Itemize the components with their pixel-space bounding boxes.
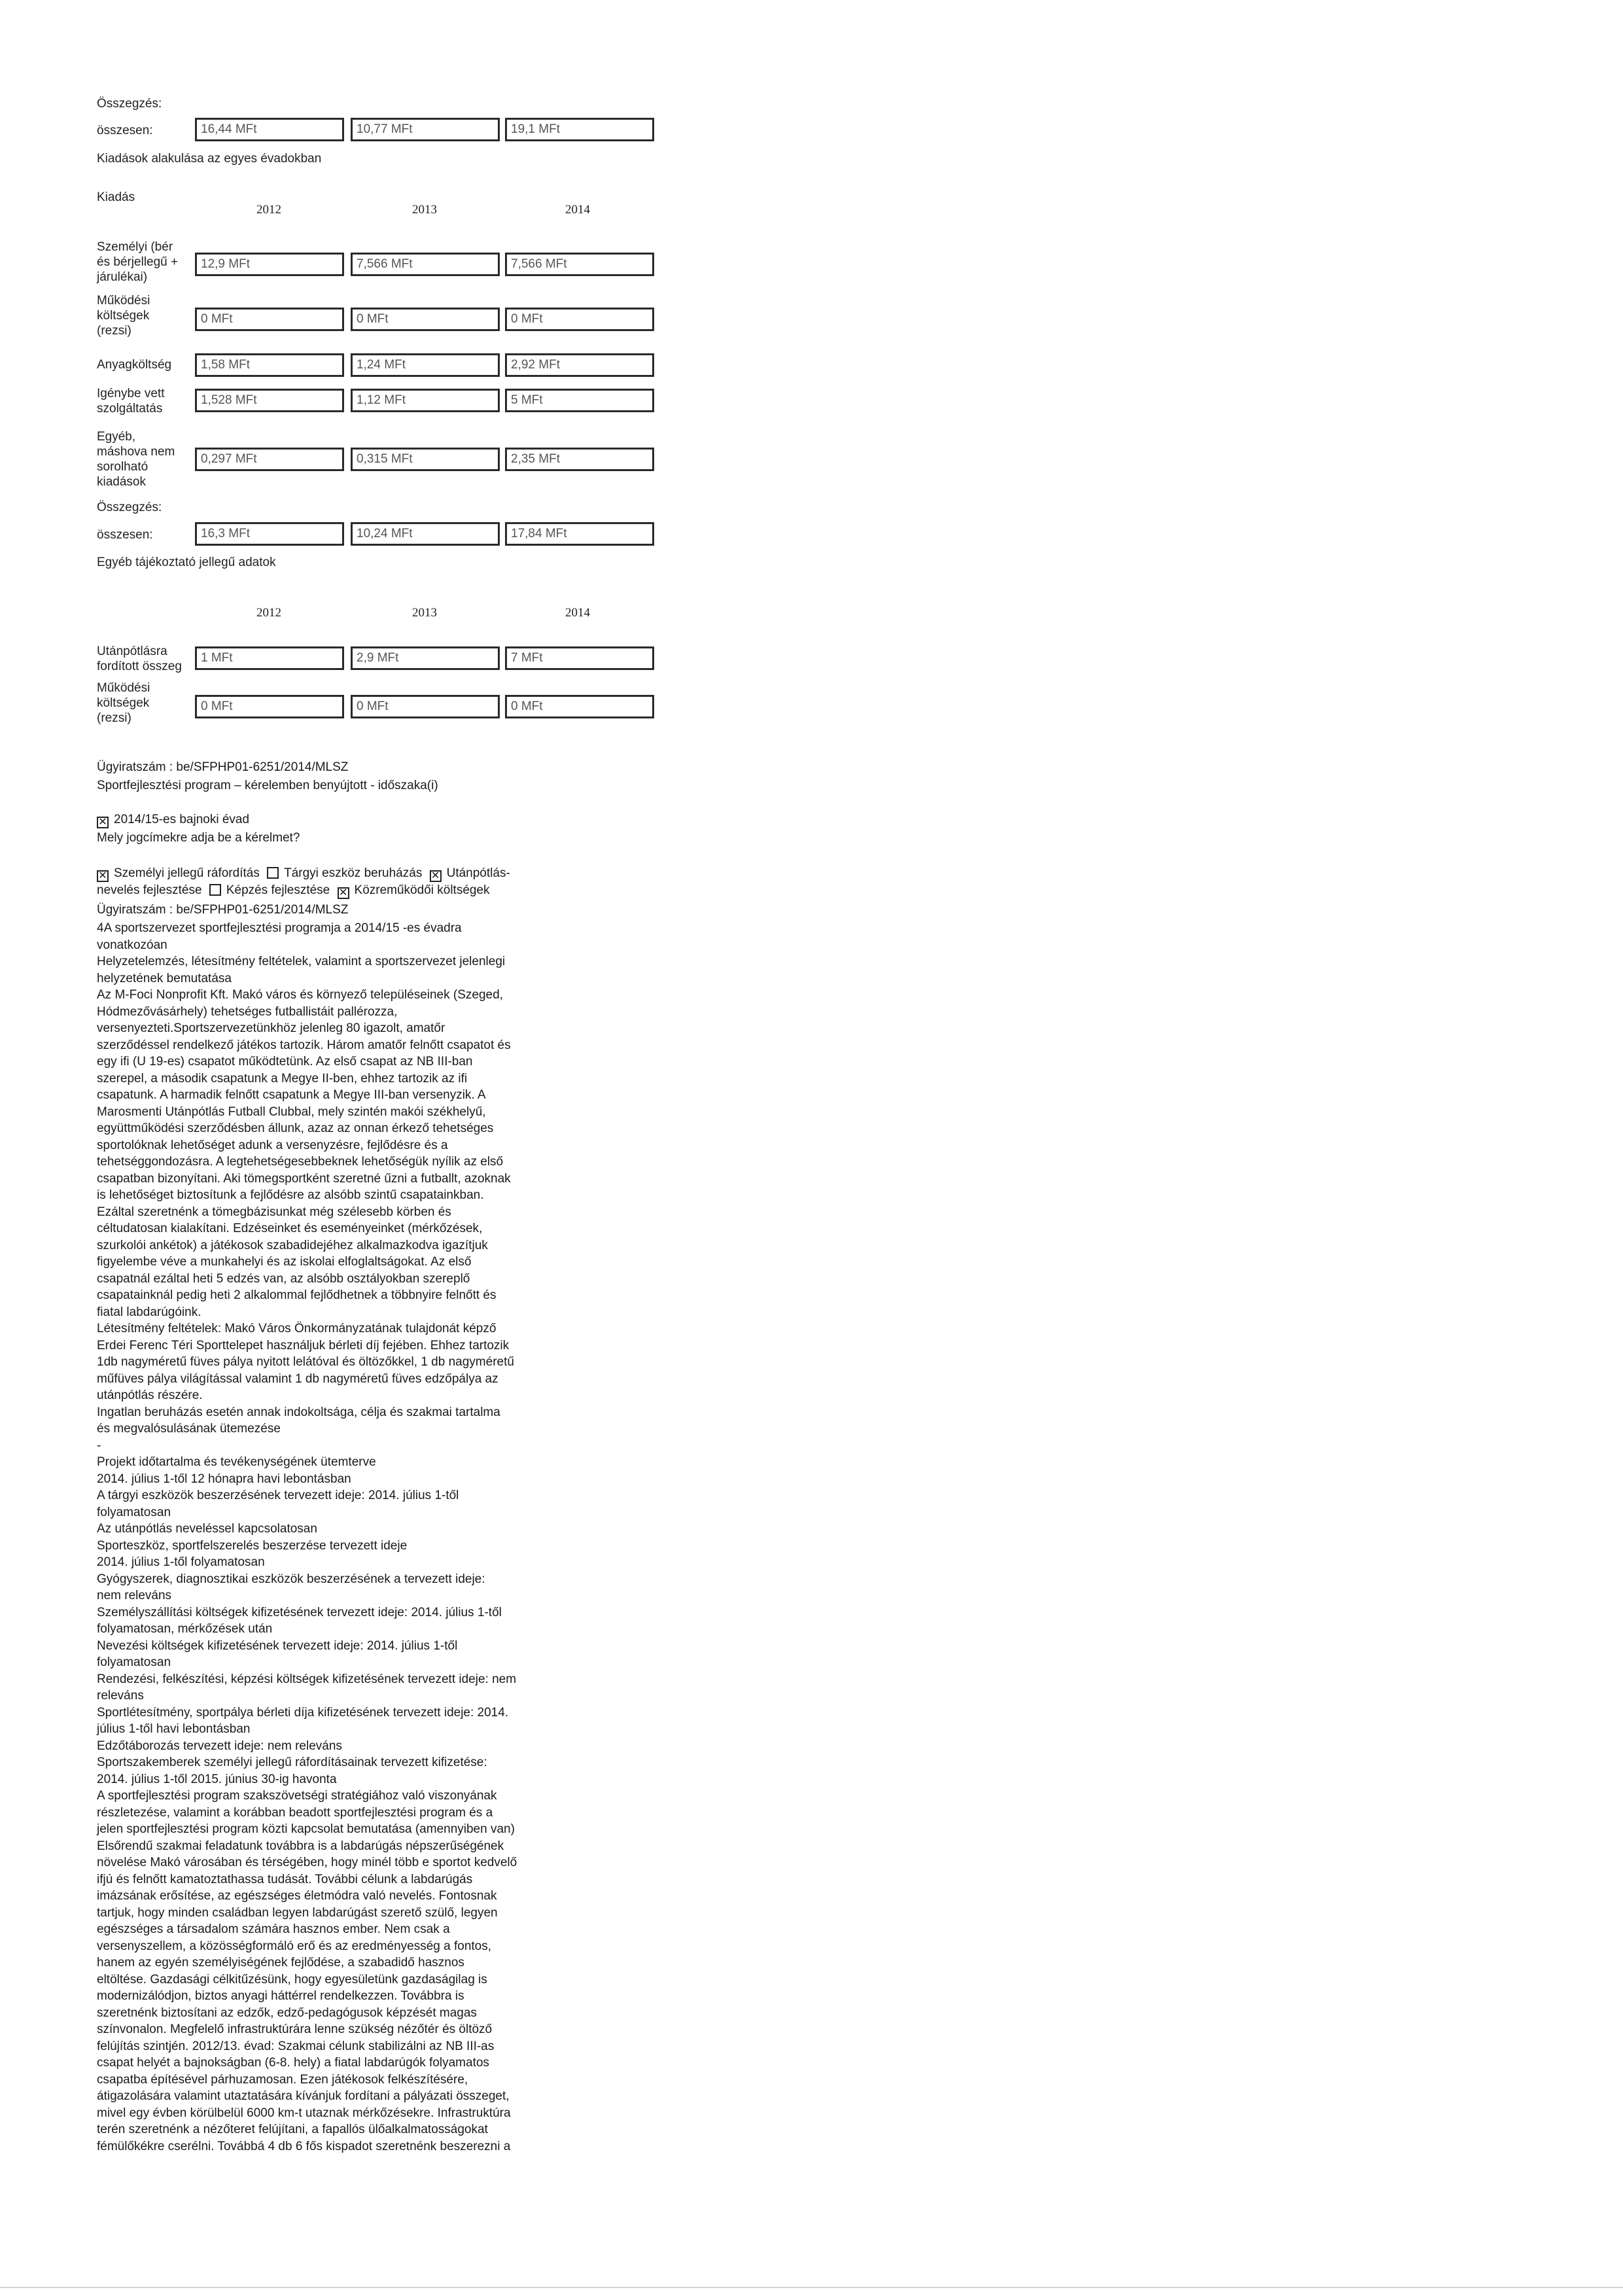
egyeb-year-2013: 2013 [412,606,437,620]
anyagkoltseg-2013-field[interactable]: 1,24 MFt [351,353,500,377]
body-line: szerződéssel rendelkező játékos tartozik. Három amatőr felnőtt csapatot és [97,1038,511,1052]
body-line: csapatban bizonyítani. Aki tömegsportként szeretné űzni a futballt, azoknak [97,1171,511,1186]
body-line: Marosmenti Utánpótlás Futball Clubbal, mely szintén makói székhelyű, [97,1104,486,1119]
body-line: átigazolására valamint utaztatására kívánjuk fordítani a pályázati összeget, [97,2089,510,2103]
mukodesi-2014-field[interactable]: 0 MFt [505,308,654,331]
page-bottom-edge [0,2287,1623,2288]
body-line: együttműködési szerződésben állunk, azaz az onnan érkező tehetséges [97,1122,494,1135]
body-line: szeretnénk biztosítani az edzők, edző-pedagógusok képzését magas [97,2005,477,2020]
checked-box-icon[interactable] [338,887,349,899]
body-line: tartjuk, hogy minden családban legyen labdarúgást szerető szülő, legyen [97,1905,498,1920]
body-line: A tárgyi eszközök beszerzésének tervezett ideje: 2014. július 1-től [97,1489,459,1502]
ugyiratszam-1: Ügyiratszám : be/SFPHP01-6251/2014/MLSZ [97,760,349,774]
jogcim-utanpotlas: Utánpótlás- [446,866,510,880]
jogcim-utanpotlas-cont: nevelés fejlesztése [97,883,202,897]
body-line: folyamatosan [97,1505,171,1519]
body-line: Sportszakemberek személyi jellegű ráfordításainak tervezett kifizetése: [97,1756,487,1769]
top-summary-2012-field[interactable]: 16,44 MFt [195,118,344,141]
body-line: A sportfejlesztési program szakszövetségi stratégiához való viszonyának [97,1789,497,1803]
checked-box-icon[interactable] [430,870,442,882]
ugyiratszam-2: Ügyiratszám : be/SFPHP01-6251/2014/MLSZ [97,903,349,917]
body-line: Hódmezővásárhely) tehetséges futballistáit pallérozza, [97,1004,398,1019]
body-line: csapatnál ezáltal heti 5 edzés van, az alsóbb osztályokban szereplő [97,1271,470,1286]
body-line: modernizálódjon, biztos anyagi háttérrel rendelkezzen. Továbbra is [97,1989,464,2003]
jogcim-options [97,865,568,899]
body-line: Személyszállítási költségek kifizetésének tervezett ideje: 2014. július 1-től [97,1605,502,1619]
body-line: releváns [97,1689,144,1703]
kiadas-column-header: Kiadás [97,190,135,204]
body-line: terén szeretnénk a nézőteret felújítani, a fapallós ülőalkalmatosságokat [97,2123,488,2136]
egyeb-2012-field[interactable]: 0,297 MFt [195,448,344,471]
body-line: vonatkozóan [97,938,167,952]
anyagkoltseg-2014-field[interactable]: 2,92 MFt [505,353,654,377]
body-line: színvonalon. Megfelelő infrastruktúrára lenne szükség nézőtér és öltöző [97,2022,493,2036]
egyeb-caption: Egyéb tájékoztató jellegű adatok [97,556,276,569]
body-line: is lehetőséget biztosítunk a fejlődésre az alsóbb szintű csapatainkban. [97,1188,484,1202]
kiadasok-total-2013-field[interactable]: 10,24 MFt [351,522,500,546]
checked-box-icon[interactable] [97,870,109,882]
igenybe-vett-2014-field[interactable]: 5 MFt [505,389,654,412]
body-line: Elsőrendű szakmai feladatunk továbbra is a labdarúgás népszerűségének [97,1839,504,1853]
kiadasok-summary-heading: Összegzés: [97,501,162,514]
body-line: Erdei Ferenc Téri Sporttelepet használjuk bérleti díj fejében. Ehhez tartozik [97,1338,510,1352]
body-line: utánpótlás részére. [97,1388,203,1402]
body-line: imázsának erősítése, az egészséges életmódra való nevelés. Fontosnak [97,1889,497,1903]
program-idoszak-line: Sportfejlesztési program – kérelemben benyújtott - időszaka(i) [97,779,438,792]
body-line: Projekt időtartalma és tevékenységének ütemterve [97,1455,376,1469]
body-line: 2014. július 1-től 12 hónapra havi lebontásban [97,1472,351,1486]
egyeb-mukodesi-2014-field[interactable]: 0 MFt [505,695,654,718]
top-summary-2014-field[interactable]: 19,1 MFt [505,118,654,141]
body-line: hanem az egyén személyiségének fejlődése, a szabadidő hasznos [97,1956,464,1969]
jogcim-question: Mely jogcímekre adja be a kérelmet? [97,831,300,845]
igenybe-vett-2012-field[interactable]: 1,528 MFt [195,389,344,412]
body-line: szerepel, a második csapatunk a Megye II-ben, ehhez tartozik az ifi [97,1071,468,1086]
body-line: helyzetének bemutatása [97,971,232,985]
egyeb-2013-field[interactable]: 0,315 MFt [351,448,500,471]
body-line: Létesítmény feltételek: Makó Város Önkormányzatának tulajdonát képző [97,1322,497,1335]
body-line: egy ifi (U 19-es) csapatot működtetünk. Az első csapat az NB III-ban [97,1055,473,1069]
body-line: eltöltése. Gazdasági célkitűzésünk, hogy egyesületünk gazdaságilag is [97,1972,487,1987]
body-line: nem releváns [97,1589,172,1602]
body-line: Edzőtáborozás tervezett ideje: nem releváns [97,1739,342,1753]
body-line: szurkolói ankétok) a játékosok szabadidejéhez alkalmazkodva igazítjuk [97,1238,488,1252]
utanpotlas-2014-field[interactable]: 7 MFt [505,646,654,670]
body-line: ifjú és felnőtt kamatoztathassa tudását. További célunk a labdarúgás [97,1872,473,1886]
kiadasok-caption: Kiadások alakulása az egyes évadokban [97,152,322,166]
szemelyi-2014-field[interactable]: 7,566 MFt [505,253,654,276]
checked-box-icon[interactable] [97,817,109,828]
body-line: 2014. július 1-től 2015. június 30-ig havonta [97,1772,337,1786]
body-line: felújítás szintjén. 2012/13. évad: Szakmai célunk stabilizálni az NB III-as [97,2039,495,2053]
kiadasok-total-2014-field[interactable]: 17,84 MFt [505,522,654,546]
body-line: csapatainknál pedig heti 2 alkalommal fejlődhetnek a többnyire felnőtt és [97,1288,497,1302]
program-body-text [97,920,568,2155]
top-summary-label: összesen: [97,124,153,137]
body-line: 2014. július 1-től folyamatosan [97,1555,265,1569]
body-line: Az utánpótlás neveléssel kapcsolatosan [97,1522,317,1536]
body-line: figyelembe véve a munkahelyi és az iskolai elfoglaltságokat. Az első [97,1255,472,1269]
body-line: - [97,1438,101,1453]
top-summary-heading: Összegzés: [97,97,162,111]
body-line: fiatal labdarúgóink. [97,1305,201,1319]
body-line: Sportlétesítmény, sportpálya bérleti díja kifizetésének tervezett ideje: 2014. [97,1705,509,1720]
body-line: csapat helyét a bajnokságban (6-8. hely) a fiatal labdarúgók folyamatos [97,2056,489,2070]
body-line: Helyzetelemzés, létesítmény feltételek, valamint a sportszervezet jelenlegi [97,955,506,968]
body-line: Nevezési költségek kifizetésének tervezett ideje: 2014. július 1-től [97,1638,458,1653]
jogcim-kozremukodoi: Közreműködői költségek [354,883,490,897]
body-line: műfüves pálya világítással valamint 1 db nagyméretű füves edzőpálya az [97,1371,498,1386]
empty-box-icon[interactable] [209,884,221,896]
row-label-mukodesi: Működési költségek (rezsi) [97,294,150,338]
row-label-egyeb-kiadasok: Egyéb, máshova nem sorolható kiadások [97,430,175,489]
body-line: céltudatosan kialakítani. Edzéseinket és eseményeinket (mérkőzések, [97,1222,483,1235]
igenybe-vett-2013-field[interactable]: 1,12 MFt [351,389,500,412]
body-line: sportolóknak lehetőséget adunk a versenyzésre, fejlődésre és a [97,1138,448,1152]
body-line: Sporteszköz, sportfelszerelés beszerzése tervezett ideje [97,1538,408,1553]
mukodesi-2012-field[interactable]: 0 MFt [195,308,344,331]
evad-option[interactable]: ✕2014/15-es bajnoki évad [97,811,249,828]
body-line: tehetséggondozásra. A legtehetségesebbeknek lehetőségük nyílik az első [97,1155,504,1169]
empty-box-icon[interactable] [267,867,279,879]
body-line: mivel egy évben körülbelül 6000 km-t utaznak mérkőzésekre. Infrastruktúra [97,2106,511,2120]
kiadas-year-2013: 2013 [412,203,437,217]
row-label-utanpotlas: Utánpótlásra fordított összeg [97,645,182,673]
body-line: Ingatlan beruházás esetén annak indokoltsága, célja és szakmai tartalma [97,1405,500,1419]
kiadas-year-2014: 2014 [565,203,590,217]
row-label-igenybe-vett: Igénybe vett szolgáltatás [97,387,165,415]
row-label-szemelyi: Személyi (bér és bérjellegű + járulékai) [97,240,179,284]
body-line: egészséges a társadalom számára hasznos ember. Nem csak a [97,1922,450,1936]
body-line: fémülőkékre cserélni. Továbbá 4 db 6 fős kispadot szeretnénk beszerezni a [97,2139,511,2153]
body-line: július 1-től havi lebontásban [97,1722,251,1736]
row-label-egyeb-mukodesi: Működési költségek (rezsi) [97,681,150,725]
body-line: csapatunk. A harmadik felnőtt csapatunk a Megye III-ban versenyzik. A [97,1088,486,1102]
body-line: folyamatosan, mérkőzések után [97,1622,273,1636]
kiadasok-total-2012-field[interactable]: 16,3 MFt [195,522,344,546]
egyeb-2014-field[interactable]: 2,35 MFt [505,448,654,471]
body-line: csapatba építésével párhuzamosan. Ezen játékosok felkészítésére, [97,2072,468,2087]
body-line: jelen sportfejlesztési program közti kapcsolat bemutatása (amennyiben van) [97,1822,515,1836]
utanpotlas-2012-field[interactable]: 1 MFt [195,646,344,670]
body-line: növelése Makó városában és térségében, hogy minél több e sportot kedvelő [97,1856,517,1869]
szemelyi-2012-field[interactable]: 12,9 MFt [195,253,344,276]
body-line: folyamatosan [97,1655,171,1669]
body-line: Gyógyszerek, diagnosztikai eszközök beszerzésének a tervezett ideje: [97,1572,485,1586]
utanpotlas-2013-field[interactable]: 2,9 MFt [351,646,500,670]
body-line: versenyezteti.Sportszervezetünkhöz jelenleg 80 igazolt, amatőr [97,1021,445,1035]
body-line: Az M-Foci Nonprofit Kft. Makó város és környező településeinek (Szeged, [97,988,503,1002]
egyeb-mukodesi-2013-field[interactable]: 0 MFt [351,695,500,718]
body-line: 4A sportszervezet sportfejlesztési programja a 2014/15 -es évadra [97,921,462,935]
jogcim-targyi: Tárgyi eszköz beruházás [284,866,423,880]
mukodesi-2013-field[interactable]: 0 MFt [351,308,500,331]
body-line: részletezése, valamint a korábban beadott sportfejlesztési program és a [97,1805,493,1820]
jogcim-szemelyi: Személyi jellegű ráfordítás [114,866,260,880]
body-line: és megvalósulásának ütemezése [97,1422,281,1436]
egyeb-mukodesi-2012-field[interactable]: 0 MFt [195,695,344,718]
top-summary-2013-field[interactable]: 10,77 MFt [351,118,500,141]
body-line: Ezáltal szeretnénk a tömegbázisunkat még szélesebb körben és [97,1205,451,1219]
body-line: versenyszellem, a közösségformáló erő és az eredményesség a fontos, [97,1939,492,1953]
kiadasok-summary-label: összesen: [97,528,153,542]
anyagkoltseg-2012-field[interactable]: 1,58 MFt [195,353,344,377]
jogcim-kepzes: Képzés fejlesztése [226,883,330,897]
row-label-anyagkoltseg: Anyagköltség [97,358,172,372]
egyeb-year-2014: 2014 [565,606,590,620]
kiadas-year-2012: 2012 [256,203,281,217]
body-line: Rendezési, felkészítési, képzési költségek kifizetésének tervezett ideje: nem [97,1672,517,1686]
egyeb-year-2012: 2012 [256,606,281,620]
szemelyi-2013-field[interactable]: 7,566 MFt [351,253,500,276]
body-line: 1db nagyméretű füves pálya nyitott lelátóval és öltözőkkel, 1 db nagyméretű [97,1355,514,1369]
